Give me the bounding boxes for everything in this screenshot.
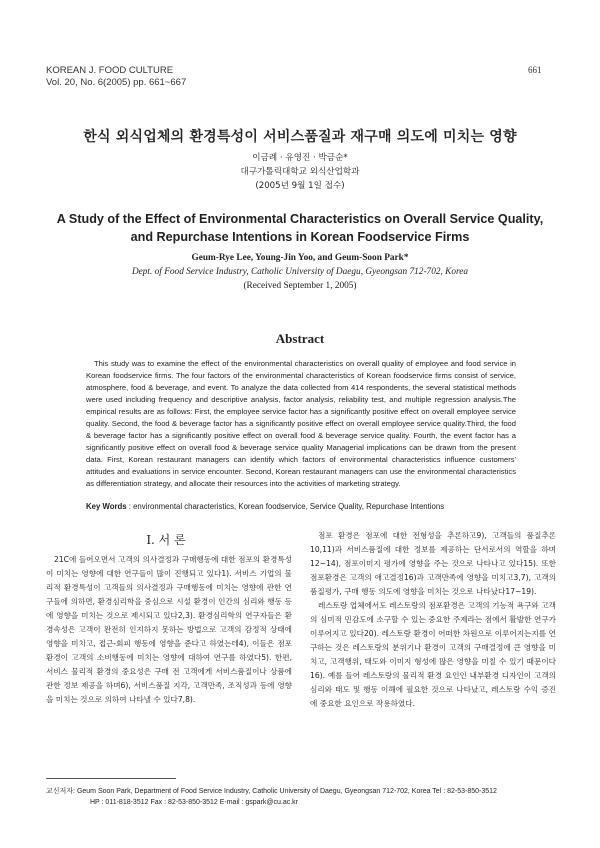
korean-received: (2005년 9월 1일 접수) [255, 181, 345, 191]
english-affiliation: Dept. of Food Service Industry, Catholic University of Daegu, Gyeongsan 712-702, Korea [131, 267, 469, 277]
korean-authors: 이금례 · 유영진 · 박금순* [252, 153, 348, 163]
english-received: (Received September 1, 2005) [243, 281, 357, 291]
abstract-heading: Abstract [275, 331, 325, 346]
body-paragraph: 점포 환경은 점포에 대한 전형성을 추론하고9), 고객들의 품질추론10,11)과 서비스품질에 대한 정보를 제공하는 단서로서의 역할을 하며12~14), 점포이미지 평가에 영향을 주는 것으로 나타나고 있다15). 또한 점포환경은 고객의 애고결정16)과 고객만족에 영향을 미치고3,7), 고객의 품질평가, 구매 행동 의도에 영향을 미치는 것으로 나타났다17~19). [310, 531, 556, 596]
english-authors: Geum-Rye Lee, Young-Jin Yoo, and Geum-Soon Park* [191, 253, 409, 263]
keywords-label: Key Words [86, 502, 127, 511]
korean-affiliation: 대구가톨릭대학교 외식산업학과 [240, 167, 360, 177]
footnote [46, 786, 566, 808]
keywords-list: : environmental characteristics, Korean foodservice, Service Quality, Repurchase Intentions [126, 502, 445, 511]
body-paragraph: 21C에 들어오면서 고객의 의사결정과 구매행동에 대한 점포의 환경특성이 미치는 영향에 대한 연구들이 많이 진행되고 있다1). 서비스 기업의 물리적 환경특성이 고객들의 의사결정과 구매행동에 미치는 영향에 관한 연구들에 의하면, 환경심리학을 중심으로 시설 환경이 인간의 심리와 행동 등에 영향을 미치는 것으로 제시되고 있다2,3). 환경심리학의 연구자들은 환경속성은 고객이 완전히 인지하지 못하는 방법으로 고객의 감정적 상태에 영향을 미치고, 접근-회피 행동에 영향을 준다고 하였는데4), 이들은 점포환경이 고객의 소비행동에 미치는 영향에 대하여 연구를 하였다5). 한편, 서비스 물리적 환경의 중요성은 구매 전 고객에게 서비스품질이나 상품에 관한 정보 제공을 하며6), 서비스품질 지각, 고객만족, 조직성과 등에 영향을 미치는 것으로 의하여 나타낼 수 있다7,8). [46, 555, 292, 704]
korean-title: 한식 외식업체의 환경특성이 서비스품질과 재구매 의도에 미치는 영향 [83, 129, 517, 145]
footnote-line2: HP : 011-818-3512 Fax : 82-53-850-3512 E-mail : gspark@cu.ac.kr [90, 799, 299, 806]
body-column-left [46, 553, 292, 707]
page-number: 661 [528, 65, 542, 75]
section-heading: I. 서 론 [146, 533, 186, 547]
body-column-right [310, 529, 556, 711]
journal-volume: Vol. 20, No. 6(2005) pp. 661~667 [46, 77, 187, 88]
korean-author-block [0, 151, 600, 193]
english-title-line2: and Repurchase Intentions in Korean Foodservice Firms [130, 230, 470, 244]
body-paragraph: 레스토랑 업체에서도 레스토랑의 점포환경은 고객의 기능적 욕구와 고객의 심미적 민감도에 소구할 수 있는 중요한 주제라는 점에서 활발한 연구가 이루어지고 있다20). 레스토랑 환경이 어떠한 차원으로 이루어지는지를 연구하는 것은 레스토랑의 분위기나 환경이 고객의 구매결정에 큰 영향을 미치고, 고객행위, 태도와 이미지 형성에 많은 영향을 미칠 수 있기 때문이다16). 예를 들어 레스토랑의 물리적 환경 요인인 내부환경 디자인이 고객의 심리와 태도 및 행동 이해에 필요한 것으로 나타났고, 레스토랑 수익 증진에 중요한 요인으로 작용하였다. [310, 601, 556, 708]
english-author-block [0, 251, 600, 293]
english-title-line1: A Study of the Effect of Environmental Characteristics on Overall Service Quality, [56, 212, 544, 226]
footnote-line1: 교신저자: Geum Soon Park, Department of Food Service Industry, Catholic University of Daegu, Gyeongsan 712-702, Korea Tel : 82-53-850-3512 [46, 788, 497, 795]
journal-name: KOREAN J. FOOD CULTURE [46, 65, 174, 76]
footnote-divider [46, 778, 176, 779]
english-title [0, 210, 600, 246]
abstract-text: This study was to examine the effect of the environmental characteristics on overall quality of employee and food service in Korean foodservice firms. The four factors of the environmental characteristics of Korean foodservice firms consist of service, atmosphere, food & beverage, and event. To analyze the data collected from 414 respondents, the several statistical methods were used including frequency and descriptive analysis, factor analysis, reliability test, and multiple regression analysis.The empirical results are as follows: First, the employee service factor has a significantly positive effect on overall employee service quality. Second, the food & beverage factor has a significantly positive effect on overall employee service quality.Third, the food & beverage factor has a significantly positive effect on overall food & beverage service quality. Fourth, the event factor has a significantly positive effect on overall food & beverage service quality Managerial implications can be drawn from the present data. First, Korean restaurant managers can identify which factors of environmental characteristics influence customers' attitudes and evaluations in service encounter. Second, Korean restaurant managers can use the environmental characteristics as differentiation strategy, and allocate their resources into the activities of marketing strategy. [86, 359, 516, 488]
journal-header [46, 65, 186, 89]
keywords [86, 501, 516, 513]
